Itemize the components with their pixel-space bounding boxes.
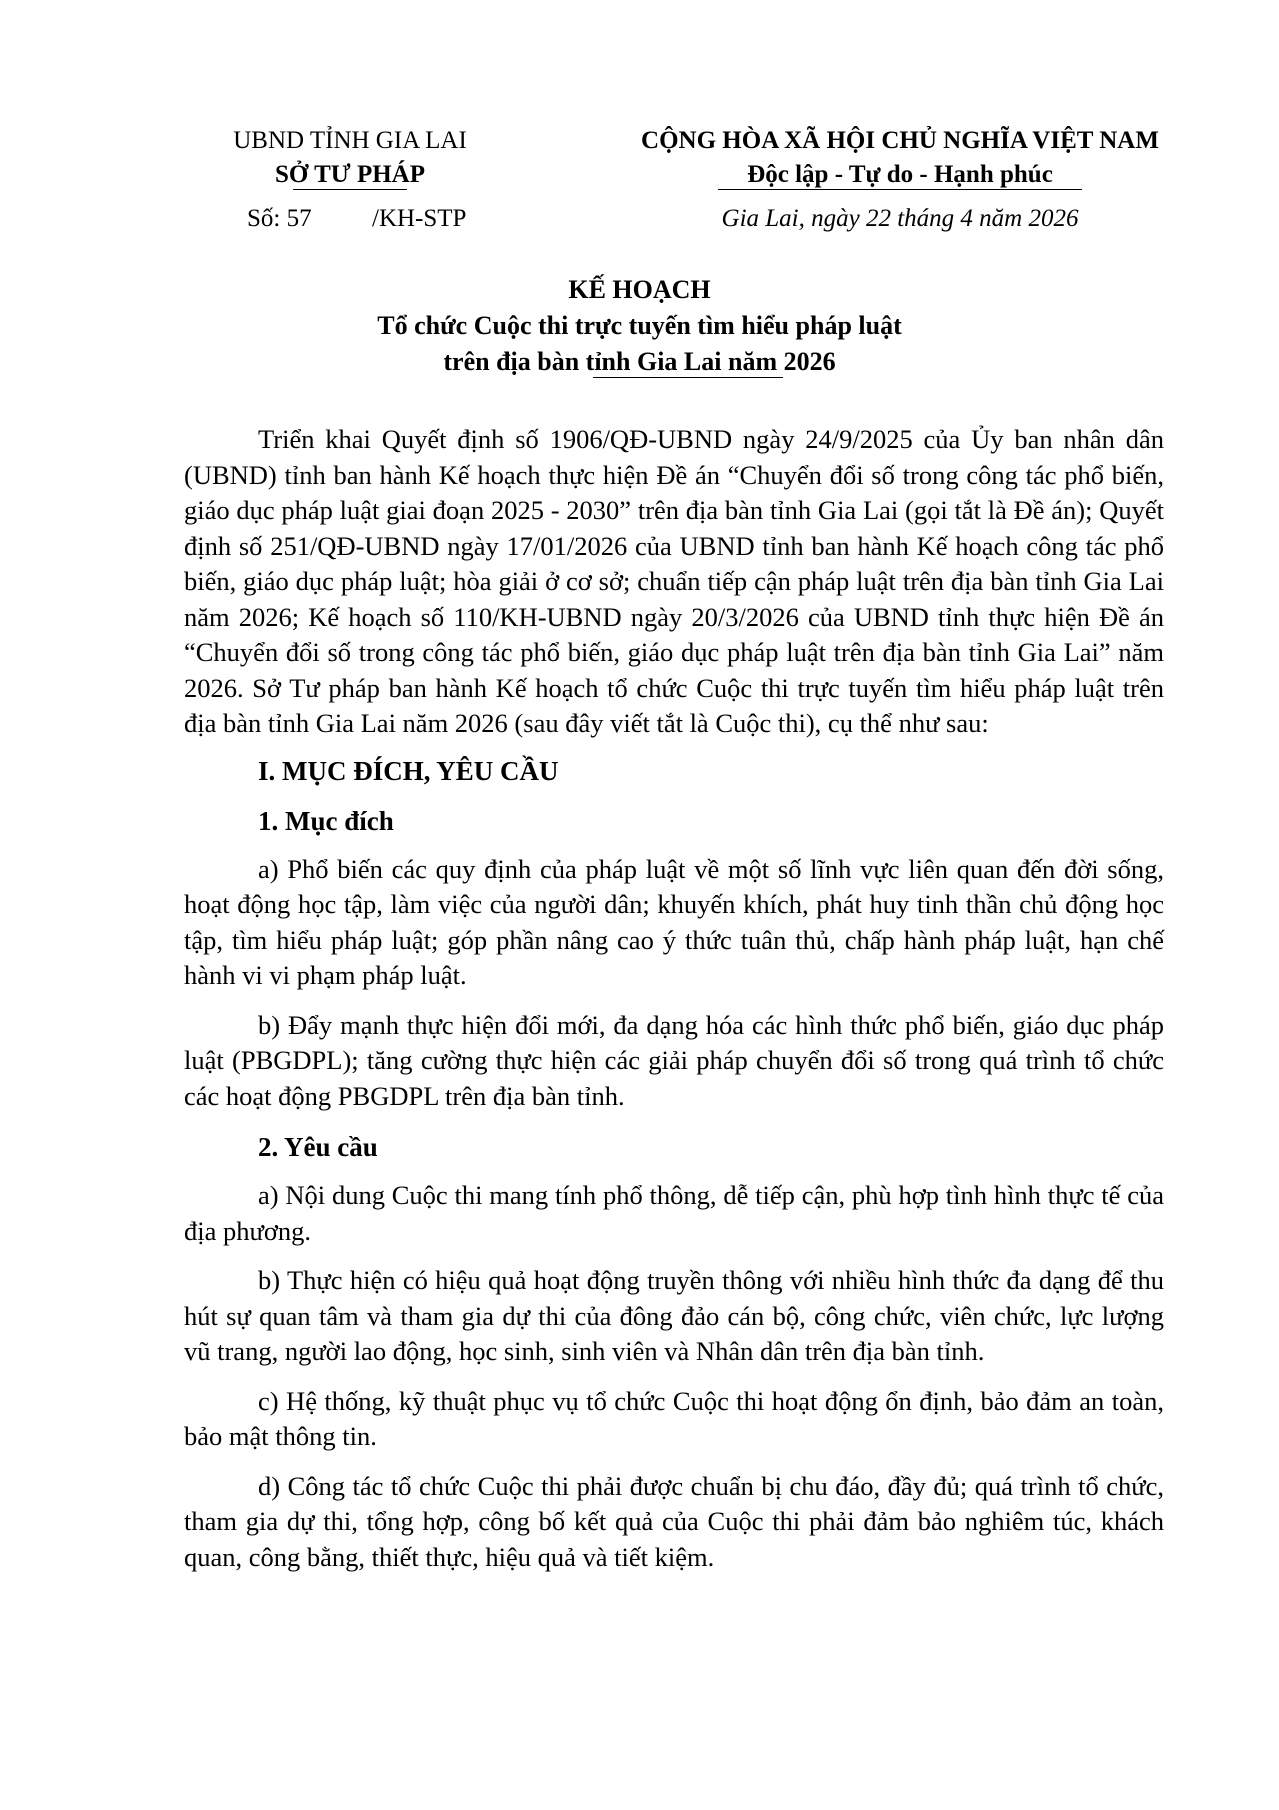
subsection-heading-requirements: 2. Yêu cầu [258,1132,378,1162]
document-subject-line-1: Tổ chức Cuộc thi trực tuyến tìm hiểu pháp luật [377,311,902,340]
intro-paragraph: Triển khai Quyết định số 1906/QĐ-UBND ngày 24/9/2025 của Ủy ban nhân dân (UBND) tỉnh ban hành Kế hoạch thực hiện Đề án “Chuyển đổi số trong công tác phổ biến, giáo dục pháp luật giai đoạn 2025 - 2030” trên địa bàn tỉnh Gia Lai (gọi tắt là Đề án); Quyết định số 251/QĐ-UBND ngày 17/01/2026 của UBND tỉnh ban hành Kế hoạch công tác phổ biến, giáo dục pháp luật; hòa giải ở cơ sở; chuẩn tiếp cận pháp luật trên địa bàn tỉnh Gia Lai năm 2026; Kế hoạch số 110/KH-UBND ngày 20/3/2026 của UBND tỉnh thực hiện Đề án “Chuyển đổi số trong công tác phổ biến, giáo dục pháp luật trên địa bàn tỉnh Gia Lai” năm 2026. Sở Tư pháp ban hành Kế hoạch tổ chức Cuộc thi trực tuyến tìm hiểu pháp luật trên địa bàn tỉnh Gia Lai năm 2026 (sau đây viết tắt là Cuộc thi), cụ thể như sau: [184,424,1164,738]
document-body [184,422,1164,1589]
section-heading-1: I. MỤC ĐÍCH, YÊU CẦU [258,755,559,786]
requirement-item-b: b) Thực hiện có hiệu quả hoạt động truyền thông với nhiều hình thức đa dạng để thu hút sự quan tâm và tham gia dự thi của đông đảo cán bộ, công chức, viên chức, lực lượng vũ trang, người lao động, học sinh, sinh viên và Nhân dân trên địa bàn tỉnh. [184,1265,1164,1366]
purpose-item-b: b) Đẩy mạnh thực hiện đổi mới, đa dạng hóa các hình thức phổ biến, giáo dục pháp luật (PBGDPL); tăng cường thực hiện các giải pháp chuyển đổi số trong quá trình tổ chức các hoạt động PBGDPL trên địa bàn tỉnh. [184,1009,1164,1111]
requirement-item-d: d) Công tác tổ chức Cuộc thi phải được chuẩn bị chu đáo, đầy đủ; quá trình tổ chức, tham gia dự thi, tổng hợp, công bố kết quả của Cuộc thi phải đảm bảo nghiêm túc, khách quan, công bằng, thiết thực, hiệu quả và tiết kiệm. [184,1470,1164,1572]
motto-underline [718,189,1082,190]
national-title: CỘNG HÒA XÃ HỘI CHỦ NGHĨA VIỆT NAM [641,127,1159,154]
document-code: /KH-STP [372,205,467,232]
national-motto: Độc lập - Tự do - Hạnh phúc [747,161,1053,188]
department-underline [293,189,407,190]
document-type: KẾ HOẠCH [568,275,711,304]
place-and-date: Gia Lai, ngày 22 tháng 4 năm 2026 [721,205,1079,232]
requirement-item-a: a) Nội dung Cuộc thi mang tính phổ thông, dễ tiếp cận, phù hợp tình hình thực tế của địa phương. [184,1180,1164,1246]
parent-authority: UBND TỈNH GIA LAI [233,127,467,154]
document-subject-line-2: trên địa bàn tỉnh Gia Lai năm 2026 [443,347,836,376]
requirement-item-c: c) Hệ thống, kỹ thuật phục vụ tổ chức Cuộc thi hoạt động ổn định, bảo đảm an toàn, bảo mật thông tin. [184,1385,1164,1451]
subsection-heading-purpose: 1. Mục đích [258,805,394,836]
national-heading-block [600,124,1200,192]
purpose-item-a: a) Phổ biến các quy định của pháp luật về một số lĩnh vực liên quan đến đời sống, hoạt động học tập, làm việc của người dân; khuyến khích, phát huy tinh thần chủ động học tập, tìm hiểu pháp luật; góp phần nâng cao ý thức tuân thủ, chấp hành pháp luật, hạn chế hành vi vi phạm pháp luật. [184,853,1164,990]
document-reference [247,205,467,233]
document-number: Số: 57 [247,205,312,232]
title-underline [593,377,783,378]
document-title-block [0,272,1279,380]
issuing-department: SỞ TƯ PHÁP [274,161,425,188]
issuing-authority-block [200,124,500,192]
